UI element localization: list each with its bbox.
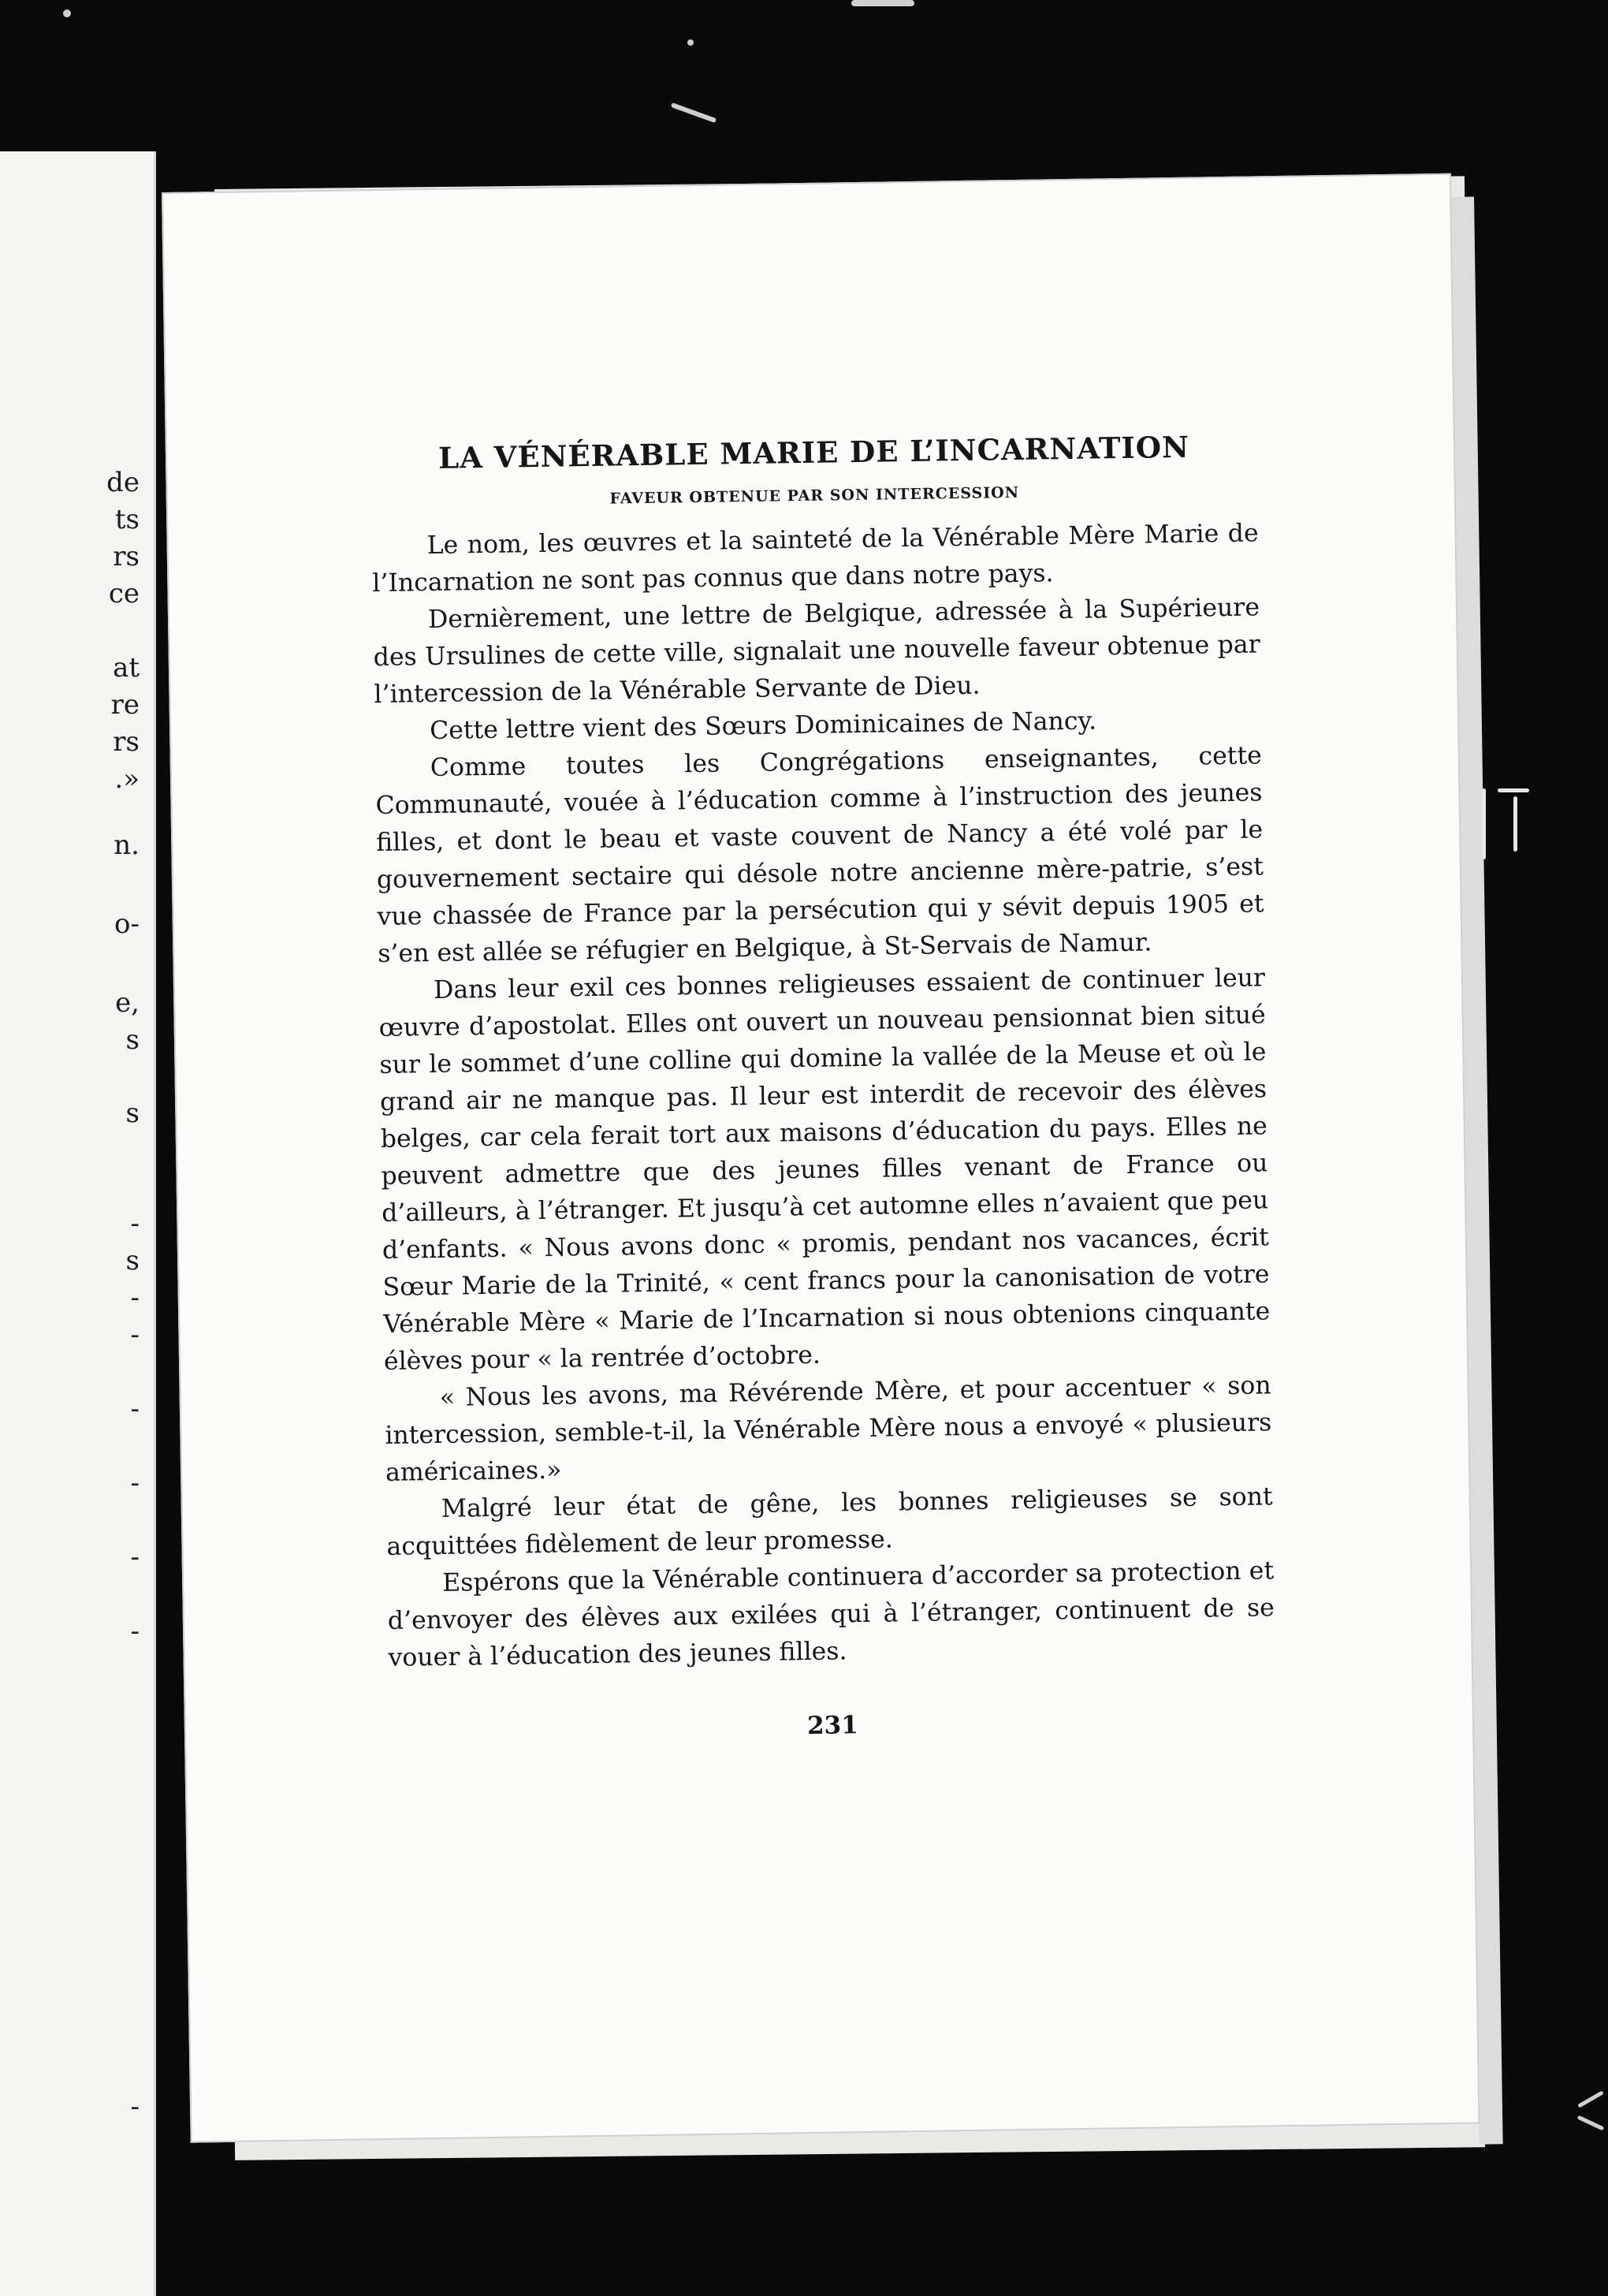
paragraph: Dans leur exil ces bonnes religieuses essaient de continuer leur œuvre d’apostolat. Elles ont ouvert un nouveau pensionnat bien situé sur le sommet d’une colline qui domine la vallée de la Meuse et où le grand air ne manque pas. Il leur est interdit de recevoir des élèves belges, car cela ferait tort aux maisons d’éducation du pays. Elles ne peuvent admettre que des jeunes filles venant de France ou d’ailleurs, à l’étranger. Et jusqu’à cet automne elles n’avaient que peu d’enfants. « Nous avons donc « promis, pendant nos vacances, écrit Sœur Marie de la Trinité, « cent francs pour la canonisation de votre Vénérable Mère « Marie de l’Incarnation si nous obtenions cinquante élèves pour « la rentrée d’octobre. [378, 964, 1271, 1376]
scan-speck [63, 9, 71, 17]
left-fragment: ce [108, 578, 140, 609]
scan-scratch [851, 0, 914, 6]
left-fragment: - [130, 1393, 140, 1425]
left-fragment: n. [114, 829, 140, 861]
left-fragment: - [130, 1467, 140, 1499]
scan-scratch [1498, 788, 1529, 792]
paragraph: Cette lettre vient des Sœurs Dominicaines de Nancy. [429, 706, 1097, 746]
paragraph: Comme toutes les Congrégations enseignantes, cette Communauté, vouée à l’éducation comme à l’instruction des jeunes filles, et dont le beau et vaste couvent de Nancy a été volé par le gouvernement sectaire qui désole notre ancienne mère-patrie, s’est vue chassée de France par la persécution qui y sévit depuis 1905 et s’en est allée se réfugier en Belgique, à St-Servais de Namur. [375, 741, 1264, 969]
left-fragment: at [113, 652, 140, 684]
left-fragment: - [130, 1208, 140, 1239]
scan-scratch [1482, 788, 1486, 859]
left-fragment: s [125, 1024, 140, 1056]
article-subtitle: FAVEUR OBTENUE PAR SON INTERCESSION [609, 483, 1020, 508]
left-fragment: .» [114, 763, 140, 795]
scan-speck [687, 39, 694, 46]
page-231 [162, 173, 1480, 2143]
left-fragment: - [130, 1541, 140, 1573]
scan-scratch [1513, 796, 1517, 852]
left-page-edge [0, 151, 156, 2296]
left-fragment: rs [113, 726, 140, 758]
article [370, 428, 1276, 1746]
left-fragment: e, [115, 987, 140, 1019]
left-fragment: s [125, 1245, 140, 1277]
paragraph: Espérons que la Vénérable continuera d’accorder sa protection et d’envoyer des élèves aux exilées qui à l’étranger, continuent de se vouer à l’éducation des jeunes filles. [387, 1556, 1275, 1672]
scan-scratch [1577, 2115, 1605, 2131]
left-fragment: rs [113, 541, 140, 572]
left-fragment: de [106, 467, 140, 498]
scan-scratch [1577, 2090, 1604, 2108]
page-number: 231 [806, 1711, 859, 1741]
left-fragment: - [130, 1282, 140, 1314]
paragraph: « Nous les avons, ma Révérende Mère, et pour accentuer « son intercession, semble-t-il, la Vénérable Mère nous a envoyé « plusieurs américaines.» [385, 1371, 1272, 1487]
left-fragment: ts [114, 504, 140, 535]
article-title: LA VÉNÉRABLE MARIE DE L’INCARNATION [437, 429, 1190, 475]
left-fragment: s [125, 1098, 140, 1129]
left-fragment: re [110, 689, 140, 721]
left-fragment: - [130, 2091, 140, 2123]
paragraph: Le nom, les œuvres et la sainteté de la Vénérable Mère Marie de l’Incarnation ne sont pas connus que dans notre pays. [372, 519, 1259, 598]
paragraph: Dernièrement, une lettre de Belgique, adressée à la Supérieure des Ursulines de cette ville, signalait une nouvelle faveur obtenue par l’intercession de la Vénérable Servante de Dieu. [373, 593, 1260, 710]
paragraph: Malgré leur état de gêne, les bonnes religieuses se sont acquittées fidèlement de leur promesse. [386, 1482, 1273, 1561]
scan-scratch [671, 102, 717, 123]
left-fragment: o- [114, 908, 140, 940]
left-fragment: - [130, 1319, 140, 1351]
left-fragment: - [130, 1616, 140, 1647]
